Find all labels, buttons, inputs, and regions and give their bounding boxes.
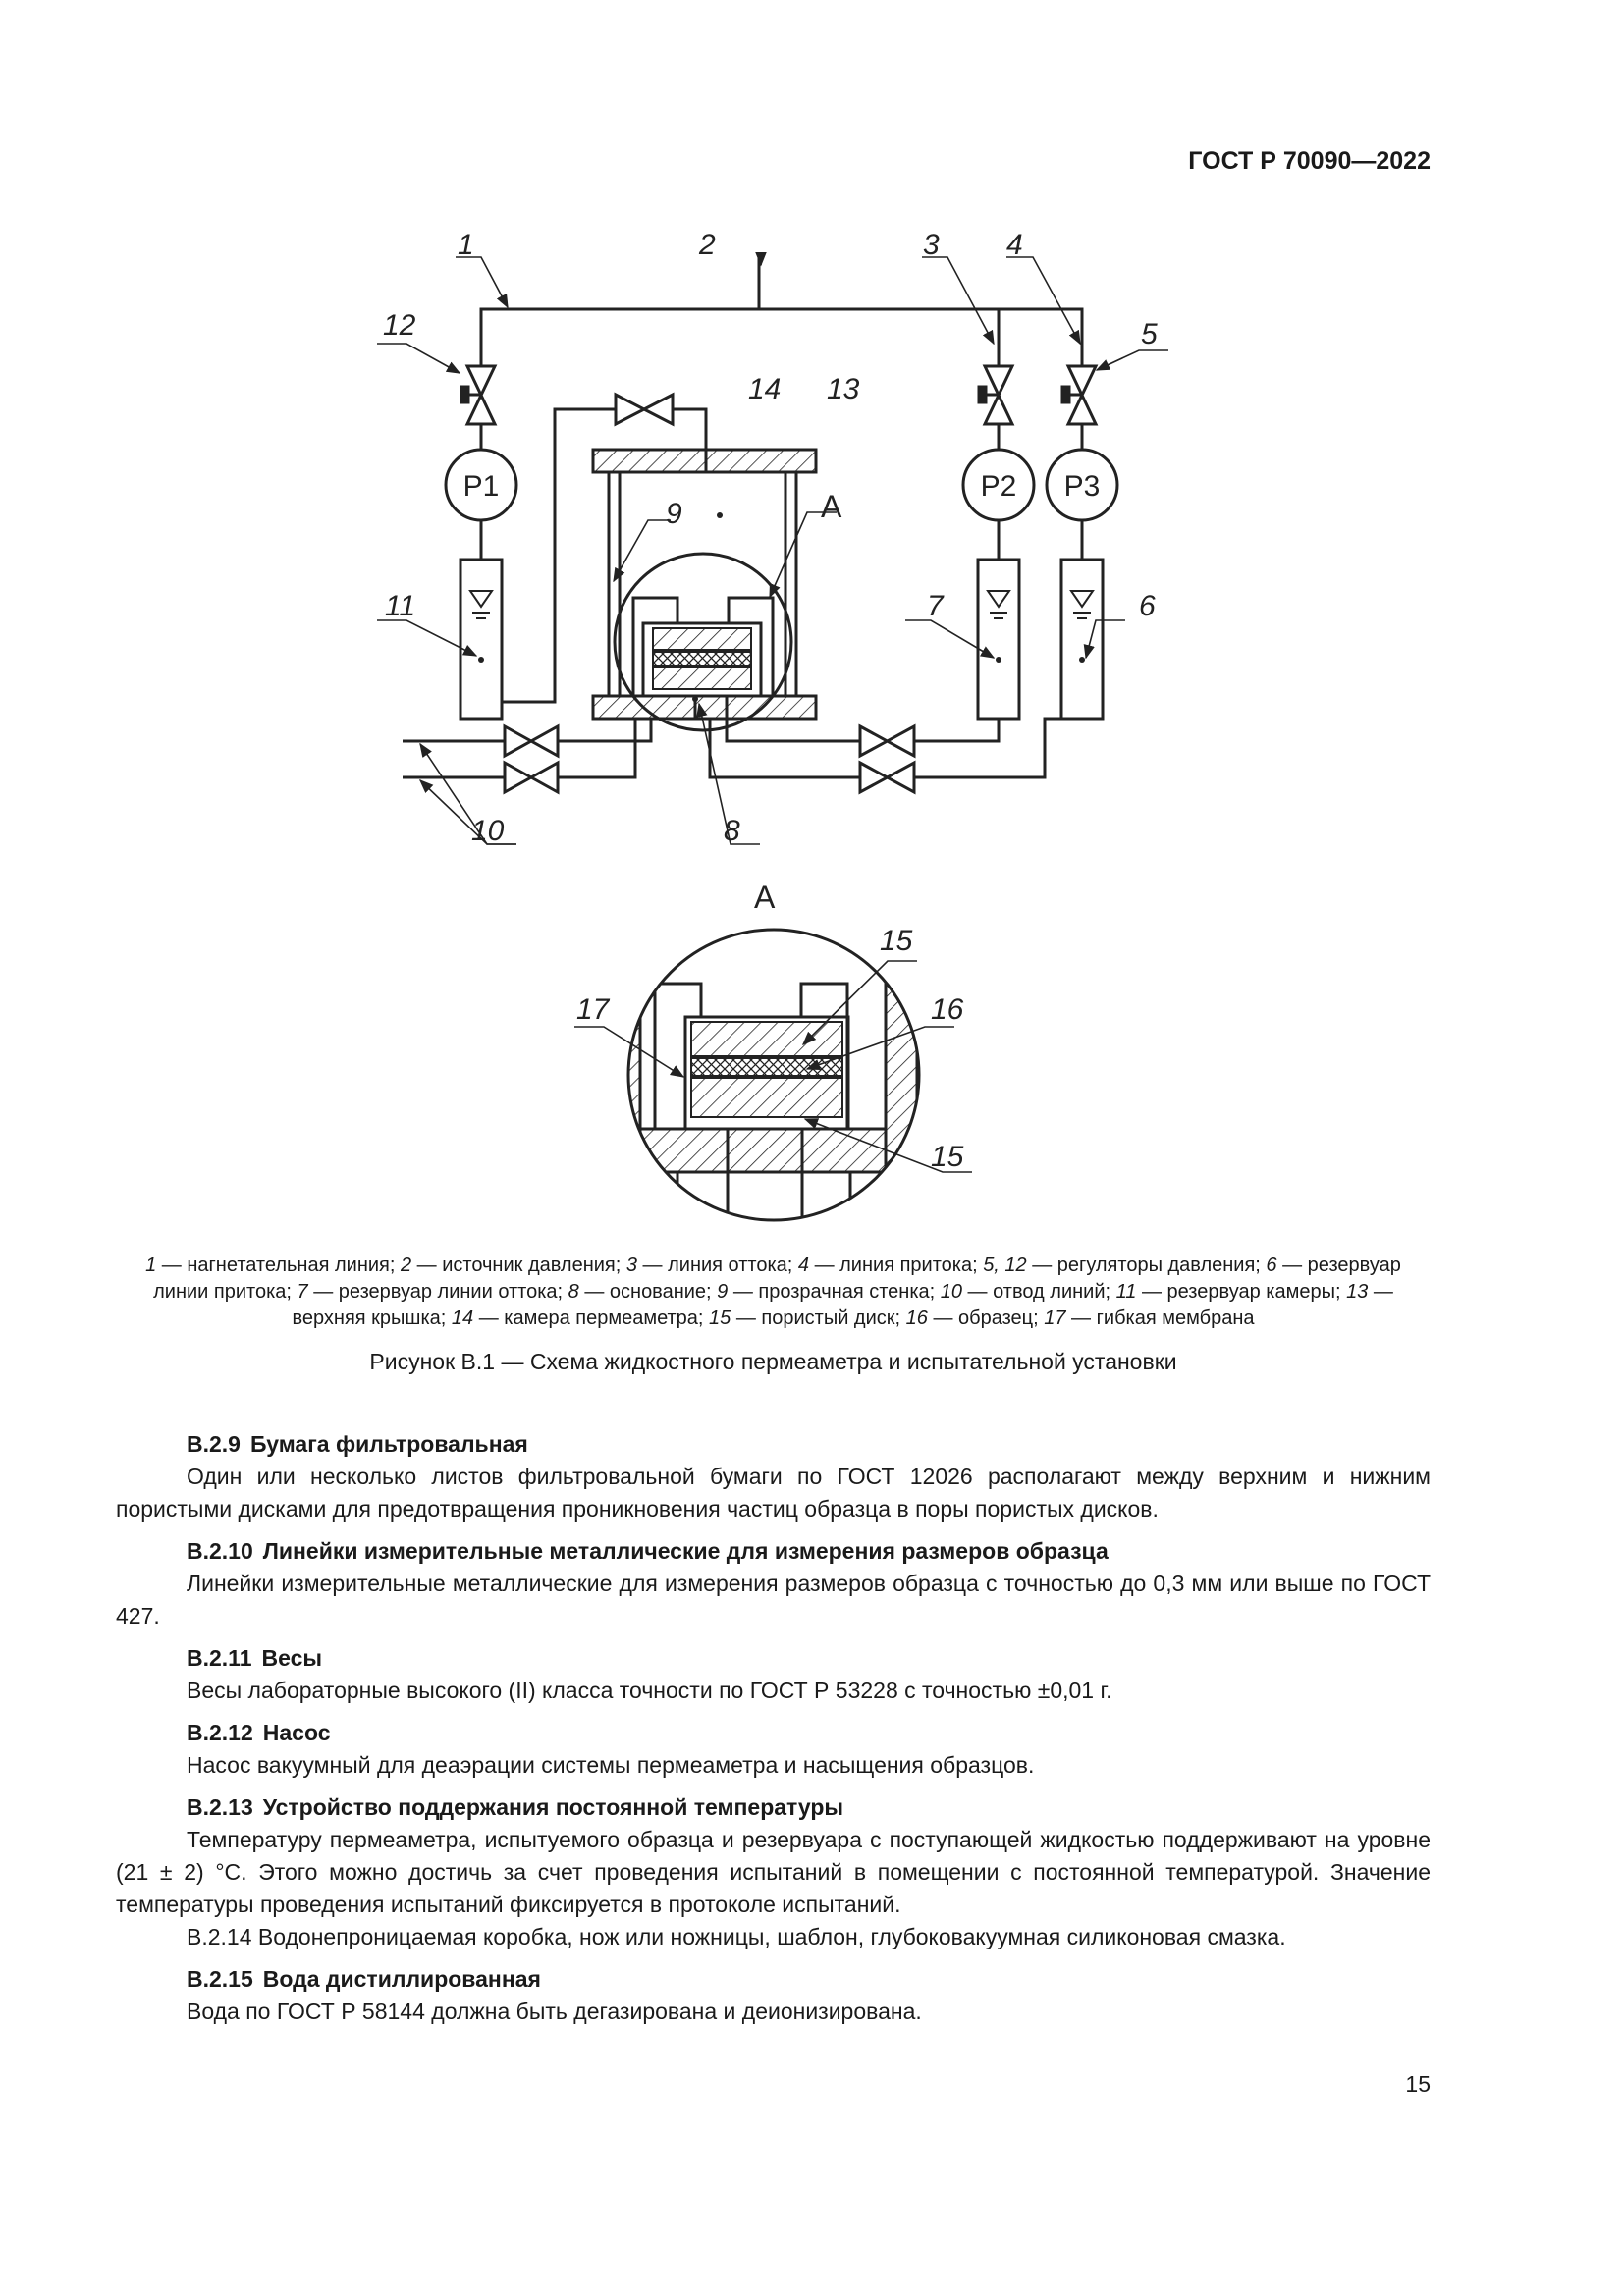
section xyxy=(116,1791,1431,1953)
paragraph: В.2.14 Водонепроницаемая коробка, нож или ножницы, шаблон, глубоковакуумная силиконовая смазка. xyxy=(187,1924,1286,1949)
legend-item xyxy=(941,1281,1116,1303)
legend-number: 9 xyxy=(717,1281,729,1303)
legend-text: — камера пермеаметра; xyxy=(473,1308,710,1329)
right-valve-upper xyxy=(860,726,914,756)
legend-number: 1 xyxy=(145,1255,157,1276)
legend-number: 10 xyxy=(940,1281,962,1303)
legend-text: — резервуар камеры; xyxy=(1136,1281,1347,1303)
section xyxy=(116,1535,1431,1632)
section xyxy=(116,1642,1431,1707)
regulator-valve-5 xyxy=(1062,366,1096,424)
legend-item xyxy=(983,1255,1266,1276)
label-14: 14 xyxy=(748,373,782,405)
document-body xyxy=(116,1428,1431,2038)
reservoir-11 xyxy=(460,560,502,719)
main-scheme xyxy=(403,253,1117,792)
legend-text: — линия притока; xyxy=(809,1255,984,1276)
legend-number: 4 xyxy=(797,1255,810,1276)
label-16: 16 xyxy=(931,993,964,1026)
figure-caption: Рисунок В.1 — Схема жидкостного пермеаметра и испытательной установки xyxy=(369,1349,1177,1374)
legend-text: — отвод линий; xyxy=(962,1281,1116,1303)
section-title xyxy=(116,1963,1431,1996)
section-heading: Вода дистиллированная xyxy=(262,1966,541,1992)
label-a: А xyxy=(821,489,842,524)
legend-item xyxy=(906,1308,1045,1329)
paragraph: Линейки измерительные металлические для измерения размеров образца с точностью до 0,3 мм или выше по ГОСТ 427. xyxy=(116,1571,1431,1629)
section-number: В.2.12 xyxy=(187,1720,253,1745)
legend-number: 8 xyxy=(568,1281,579,1303)
legend-number: 7 xyxy=(297,1281,308,1303)
legend-item xyxy=(1044,1308,1254,1329)
label-1: 1 xyxy=(458,229,474,261)
section-number: В.2.11 xyxy=(187,1645,252,1671)
label-2: 2 xyxy=(699,229,716,261)
page-number: 15 xyxy=(1405,2071,1431,2097)
right-valve-lower xyxy=(860,763,914,792)
legend-text: — нагнетательная линия; xyxy=(156,1255,401,1276)
drain-valve-upper xyxy=(505,726,558,756)
legend-item xyxy=(145,1255,401,1276)
section-heading: Устройство поддержания постоянной температуры xyxy=(262,1794,844,1820)
label-12: 12 xyxy=(383,309,416,342)
paragraph: Один или несколько листов фильтровальной бумаги по ГОСТ 12026 располагают между верхним и нижним пористыми дисками для предотвращения проникновения частиц образца в поры пористых дисков. xyxy=(116,1464,1431,1522)
gauge-p1-label: Р1 xyxy=(462,470,500,503)
drain-valve-lower xyxy=(505,763,558,792)
reservoir-7 xyxy=(978,560,1019,719)
section-heading: Весы xyxy=(261,1645,323,1671)
label-15-bottom: 15 xyxy=(931,1141,964,1173)
legend-number: 11 xyxy=(1115,1281,1137,1303)
legend-item xyxy=(452,1308,709,1329)
label-3: 3 xyxy=(923,229,940,261)
legend-number: 14 xyxy=(451,1308,474,1329)
label-13: 13 xyxy=(827,373,860,405)
section-number: В.2.13 xyxy=(187,1794,253,1820)
legend-text: — резервуар линии притока; xyxy=(153,1255,1401,1303)
paragraph: Весы лабораторные высокого (II) класса точности по ГОСТ Р 53228 с точностью ±0,01 г. xyxy=(187,1678,1112,1703)
gauge-p3-label: Р3 xyxy=(1063,470,1101,503)
legend-text: — линия оттока; xyxy=(637,1255,798,1276)
detail-a xyxy=(574,923,972,1237)
label-15-top: 15 xyxy=(880,925,913,957)
section xyxy=(116,1428,1431,1525)
label-11: 11 xyxy=(385,590,416,622)
section-title xyxy=(116,1791,1431,1824)
section-number: В.2.9 xyxy=(187,1431,241,1457)
legend-text: — образец; xyxy=(927,1308,1045,1329)
section-title xyxy=(116,1428,1431,1461)
legend-text: — резервуар линии оттока; xyxy=(307,1281,568,1303)
label-10: 10 xyxy=(471,815,505,847)
paragraph: Насос вакуумный для деаэрации системы пермеаметра и насыщения образцов. xyxy=(187,1752,1035,1778)
legend-number: 6 xyxy=(1266,1255,1277,1276)
legend-number: 17 xyxy=(1044,1308,1066,1329)
document-id: ГОСТ Р 70090—2022 xyxy=(1188,147,1431,175)
label-7: 7 xyxy=(927,590,944,622)
legend-item xyxy=(626,1255,798,1276)
label-5: 5 xyxy=(1141,318,1158,350)
legend-item xyxy=(298,1281,568,1303)
legend-text: — верхняя крышка; xyxy=(292,1281,1393,1329)
legend-text: — основание; xyxy=(578,1281,718,1303)
label-6: 6 xyxy=(1139,590,1156,622)
legend-item xyxy=(709,1308,906,1329)
legend-text: — регуляторы давления; xyxy=(1026,1255,1267,1276)
legend-text: — источник давления; xyxy=(411,1255,626,1276)
section-heading: Насос xyxy=(262,1720,331,1745)
legend-text: — гибкая мембрана xyxy=(1065,1308,1255,1329)
label-17: 17 xyxy=(576,993,610,1026)
paragraph: Температуру пермеаметра, испытуемого образца и резервуара с поступающей жидкостью поддерживают на уровне (21 ± 2) °С. Этого можно достичь за счет проведения испытаний в помещении с постоянной температурой. Значение температуры проведения испытаний фиксируется в протоколе испытаний. xyxy=(116,1827,1431,1917)
top-valve xyxy=(616,395,673,424)
section xyxy=(116,1717,1431,1782)
gauge-p2-label: Р2 xyxy=(980,470,1017,503)
legend-number: 2 xyxy=(400,1255,412,1276)
leaders xyxy=(377,257,1168,844)
detail-a-title: А xyxy=(754,880,776,915)
legend-number: 15 xyxy=(709,1308,731,1329)
paragraph: Вода по ГОСТ Р 58144 должна быть дегазирована и деионизирована. xyxy=(187,1999,922,2024)
section xyxy=(116,1963,1431,2028)
regulator-valve-12 xyxy=(461,366,495,424)
legend-number: 16 xyxy=(905,1308,928,1329)
regulator-valve-3 xyxy=(979,366,1012,424)
legend-text: — прозрачная стенка; xyxy=(728,1281,941,1303)
section-number: В.2.10 xyxy=(187,1538,253,1564)
section-heading: Линейки измерительные металлические для измерения размеров образца xyxy=(262,1538,1109,1564)
base xyxy=(593,696,816,719)
legend-item xyxy=(568,1281,718,1303)
legend-number: 13 xyxy=(1346,1281,1369,1303)
section-title xyxy=(116,1642,1431,1675)
label-9: 9 xyxy=(666,498,682,530)
legend-item xyxy=(798,1255,983,1276)
reservoir-6 xyxy=(1061,560,1103,719)
legend-item xyxy=(1116,1281,1346,1303)
figure-legend xyxy=(116,1253,1431,1332)
legend-item xyxy=(401,1255,626,1276)
legend-item xyxy=(717,1281,941,1303)
label-4: 4 xyxy=(1006,229,1023,261)
legend-number: 3 xyxy=(625,1255,637,1276)
label-8: 8 xyxy=(724,815,740,847)
section-heading: Бумага фильтровальная xyxy=(249,1431,528,1457)
legend-number: 5, 12 xyxy=(983,1255,1027,1276)
section-title xyxy=(116,1535,1431,1568)
legend-text: — пористый диск; xyxy=(731,1308,906,1329)
section-title xyxy=(116,1717,1431,1749)
section-number: В.2.15 xyxy=(187,1966,253,1992)
